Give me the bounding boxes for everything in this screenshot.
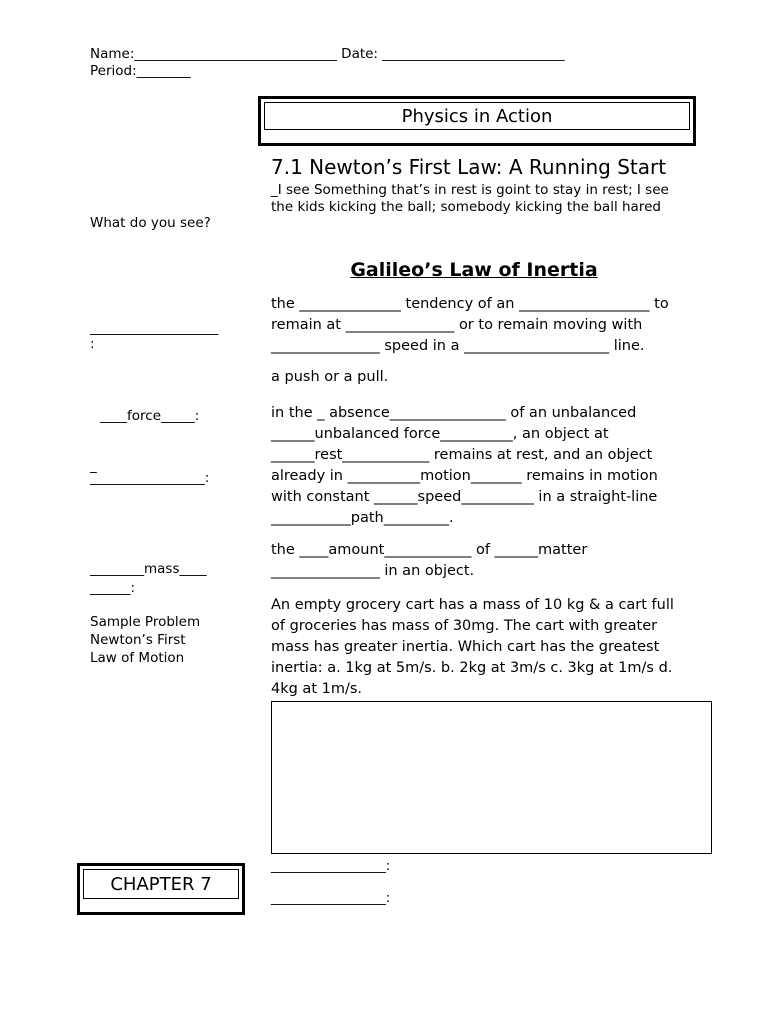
inertia-term-colon: : (90, 336, 95, 352)
trailing-blank-1: _________________: (271, 858, 391, 874)
name-date-line: Name:______________________________ Date: ___________________________ (90, 46, 565, 62)
first-law-term-blank: _ (90, 458, 97, 474)
sample-problem-text: An empty grocery cart has a mass of 10 kg & a cart full of groceries has mass of 30mg. The cart with greater mass has greater inertia. Which cart has the greatest inertia: a. 1kg at 5m/s. b. 2kg at 3m/s c. 3kg at 1m/s d. 4kg at 1m/s. (271, 597, 674, 697)
chapter-label: CHAPTER 7 (110, 873, 212, 895)
trailing-blank-2: _________________: (271, 890, 391, 906)
inertia-definition: the ______________ tendency of an __________________ to remain at _______________ or to remain moving with _______________ speed in a ____________________ line. (271, 296, 669, 354)
what-do-you-see-label: What do you see? (90, 215, 211, 231)
sample-problem-label-1: Sample Problem (90, 614, 201, 630)
period-line: Period:________ (90, 63, 191, 79)
first-law-statement: in the _ absence________________ of an unbalanced ______unbalanced force__________, an object at ______rest____________ remains at rest, and an object already in __________motion_______ remains in motion with constant ______speed__________ in a straight-line ___________path_________. (271, 405, 658, 526)
mass-definition: the ____amount____________ of ______matter _______________ in an object. (271, 542, 588, 579)
first-law-term-colon: _________________: (90, 470, 210, 486)
chapter-box (77, 863, 245, 915)
sample-problem-label-2: Newton’s First (90, 632, 186, 648)
title-box (258, 96, 696, 146)
mass-term-colon: ______: (90, 580, 136, 596)
force-term: ____force_____: (100, 408, 200, 424)
chapter-box-inner (83, 869, 239, 899)
galileo-heading: Galileo’s Law of Inertia (350, 259, 598, 281)
title-box-inner (264, 102, 690, 130)
mass-term: ________mass____ (90, 561, 207, 577)
page-title: Physics in Action (401, 105, 553, 127)
section-heading: 7.1 Newton’s First Law: A Running Start (271, 155, 667, 179)
inertia-term-blank: ___________________ (90, 320, 219, 336)
answer-box[interactable] (271, 701, 712, 854)
sample-problem-label-3: Law of Motion (90, 650, 185, 666)
force-definition: a push or a pull. (271, 369, 389, 385)
observation-answer: _I see Something that’s in rest is goint to stay in rest; I see the kids kicking the ball; somebody kicking the ball hared (271, 182, 669, 215)
